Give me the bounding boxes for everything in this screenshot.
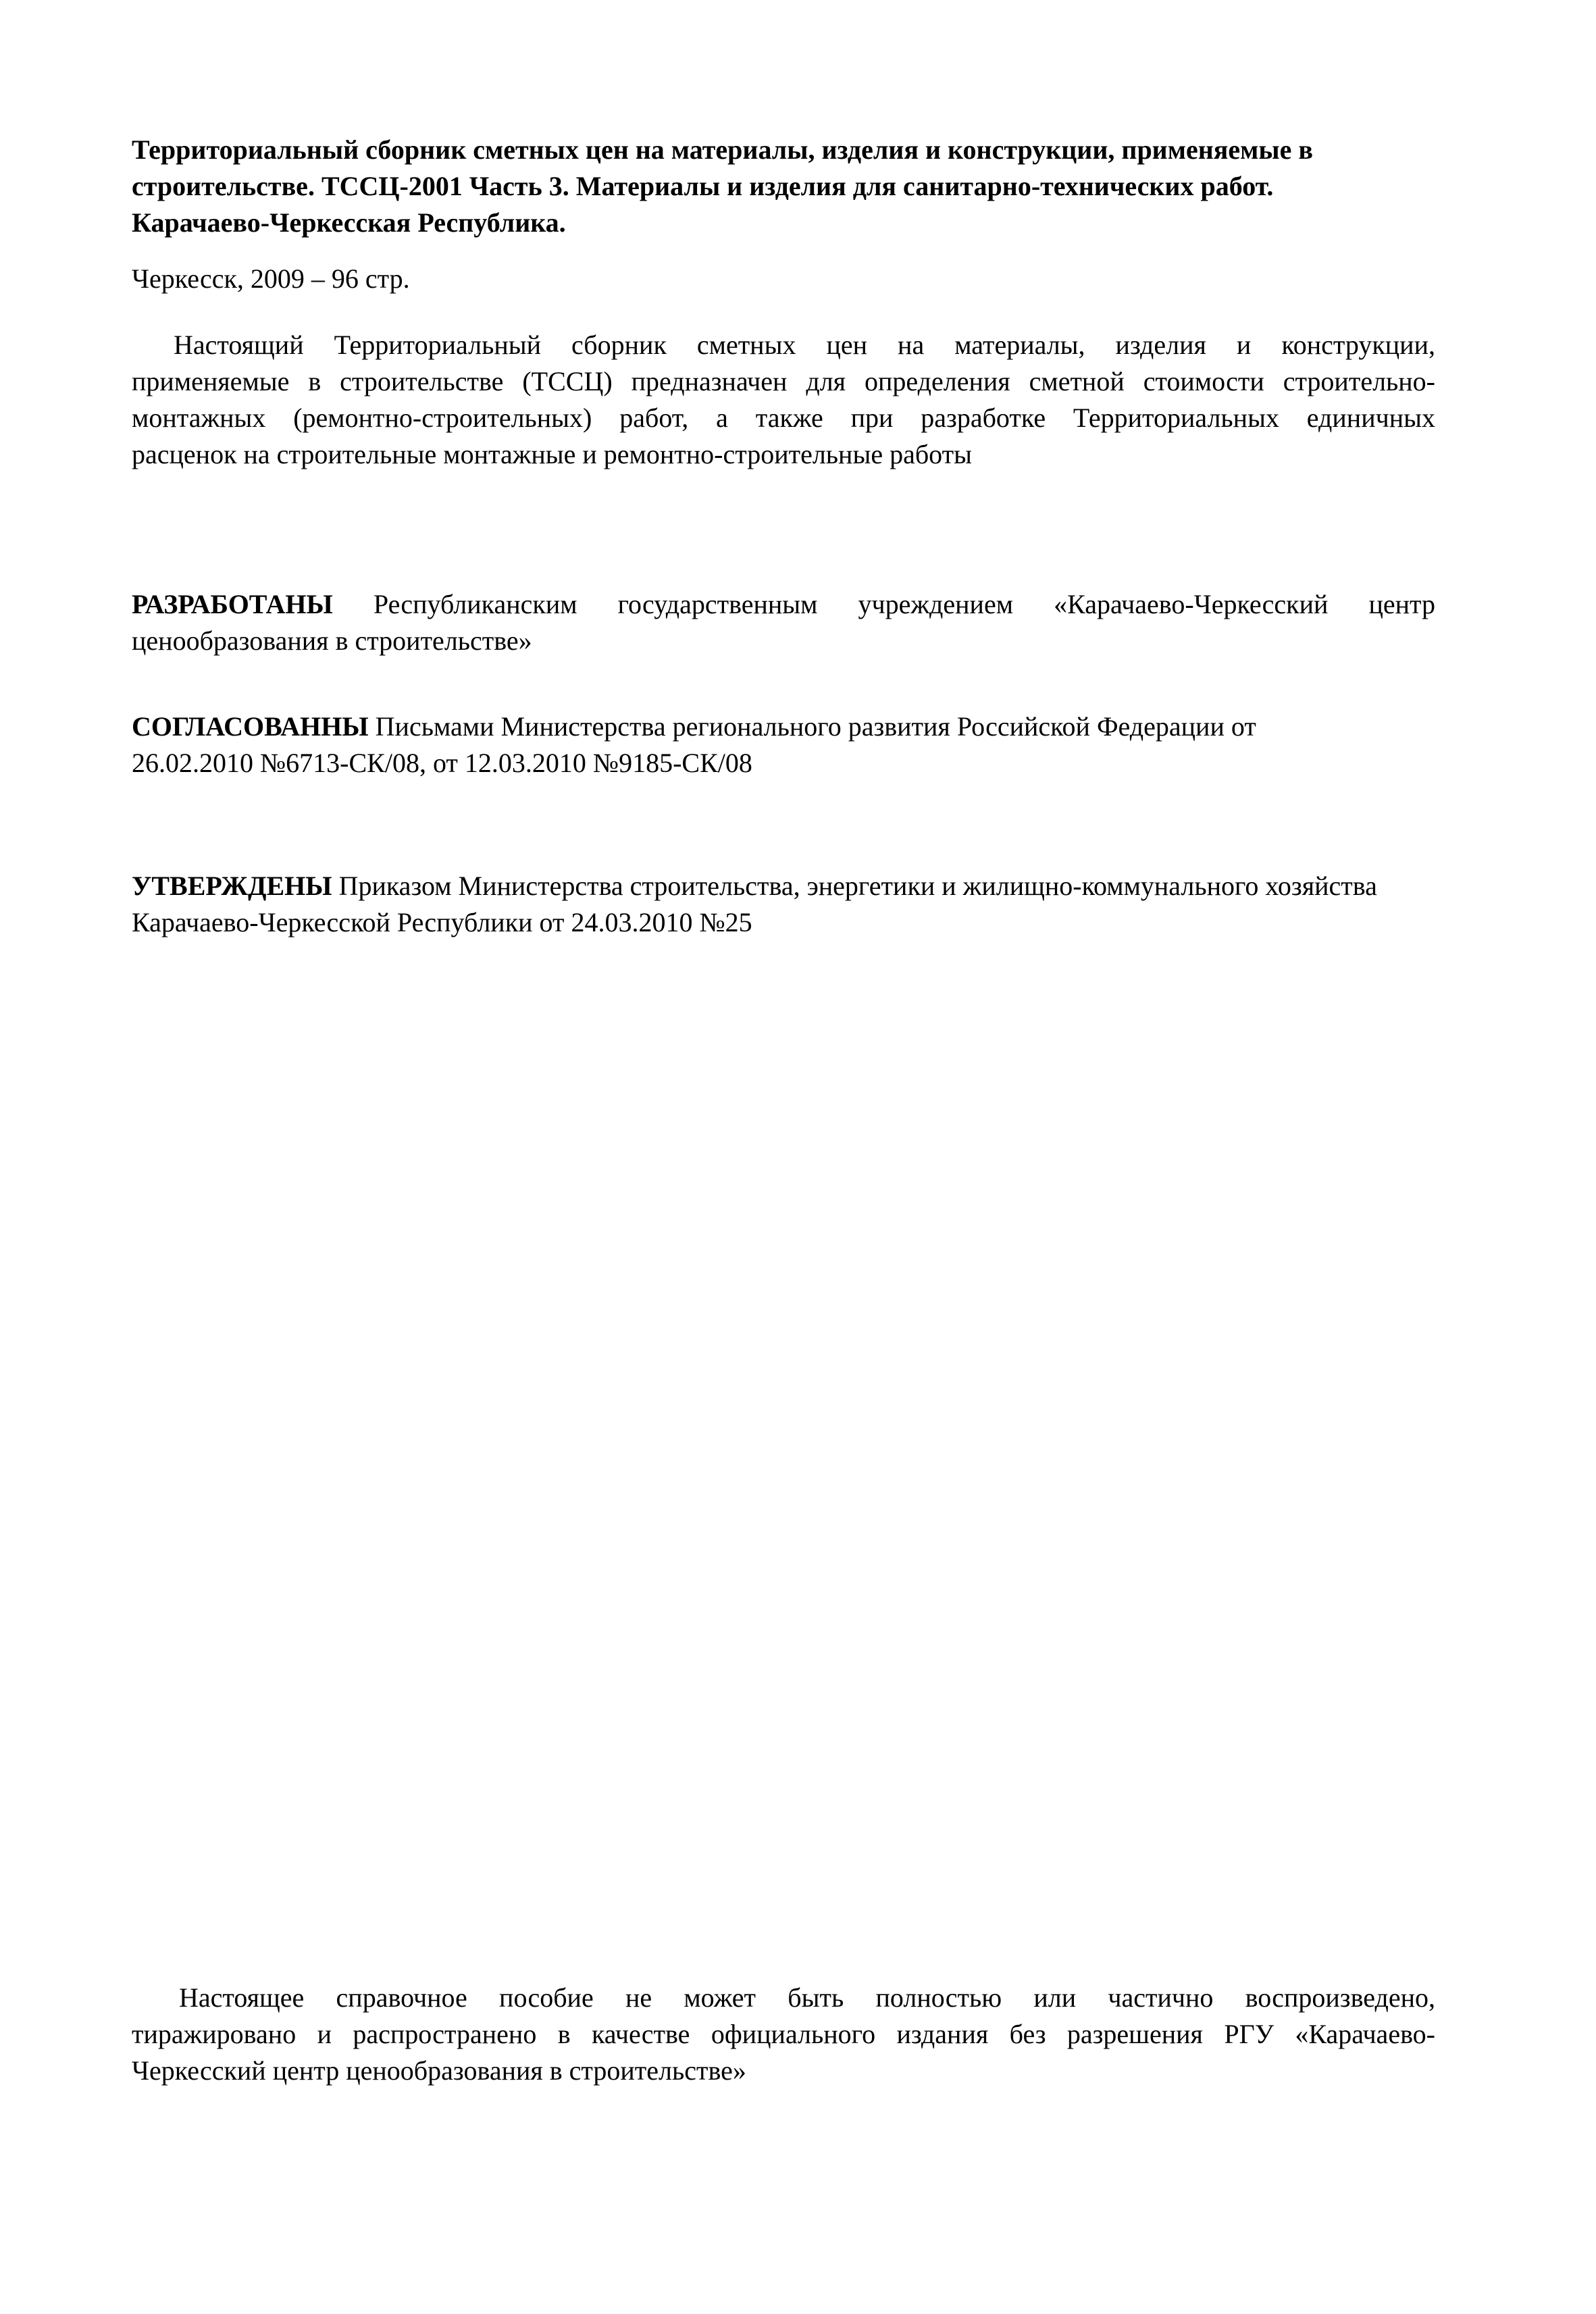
document-title: [132, 132, 1435, 241]
developed-section: [132, 586, 1435, 659]
agreed-section: [132, 709, 1435, 781]
notice-line: тиражировано и распространено в качестве официального издания без разрешения РГУ «Карачаево-: [132, 2019, 1435, 2049]
agreed-line-2: 26.02.2010 №6713-СК/08, от 12.03.2010 №9185-СК/08: [132, 748, 752, 778]
intro-line: применяемые в строительстве (ТССЦ) предназначен для определения сметной стоимости строительно-: [132, 366, 1435, 396]
approved-text: Приказом Министерства строительства, энергетики и жилищно-коммунального хозяйства: [338, 871, 1377, 901]
intro-line: Настоящий Территориальный сборник сметных цен на материалы, изделия и конструкции,: [174, 330, 1435, 360]
intro-line: монтажных (ремонтно-строительных) работ, а также при разработке Территориальных единичных: [132, 403, 1435, 433]
agreed-lead: СОГЛАСОВАННЫ: [132, 711, 369, 742]
title-line: Территориальный сборник сметных цен на материалы, изделия и конструкции, применяемые в: [132, 134, 1314, 165]
copyright-notice: [132, 1980, 1435, 2089]
approved-lead: УТВЕРЖДЕНЫ: [132, 871, 332, 901]
notice-line: Черкесский центр ценообразования в строительстве»: [132, 2055, 746, 2086]
title-line: Карачаево-Черкесская Республика.: [132, 207, 566, 238]
approved-line-2: Карачаево-Черкесской Республики от 24.03.2010 №25: [132, 907, 752, 937]
developed-line-2: ценообразования в строительстве»: [132, 625, 532, 656]
place-year-pages: Черкесск, 2009 – 96 стр.: [132, 263, 410, 294]
agreed-text: Письмами Министерства регионального развития Российской Федерации от: [375, 711, 1256, 742]
intro-paragraph: [132, 327, 1435, 473]
intro-line: расценок на строительные монтажные и ремонтно-строительные работы: [132, 439, 973, 469]
agreed-line: [132, 709, 1435, 745]
approved-section: [132, 868, 1435, 941]
notice-line: Настоящее справочное пособие не может быть полностью или частично воспроизведено,: [179, 1982, 1435, 2013]
developed-line: [132, 586, 1435, 623]
publication-info: [132, 261, 1435, 297]
approved-line: [132, 868, 1435, 904]
developed-text: Республиканским государственным учреждением «Карачаево-Черкесский центр: [373, 589, 1435, 619]
title-line: строительстве. ТССЦ-2001 Часть 3. Материалы и изделия для санитарно-технических работ.: [132, 171, 1274, 201]
developed-lead: РАЗРАБОТАНЫ: [132, 589, 333, 619]
